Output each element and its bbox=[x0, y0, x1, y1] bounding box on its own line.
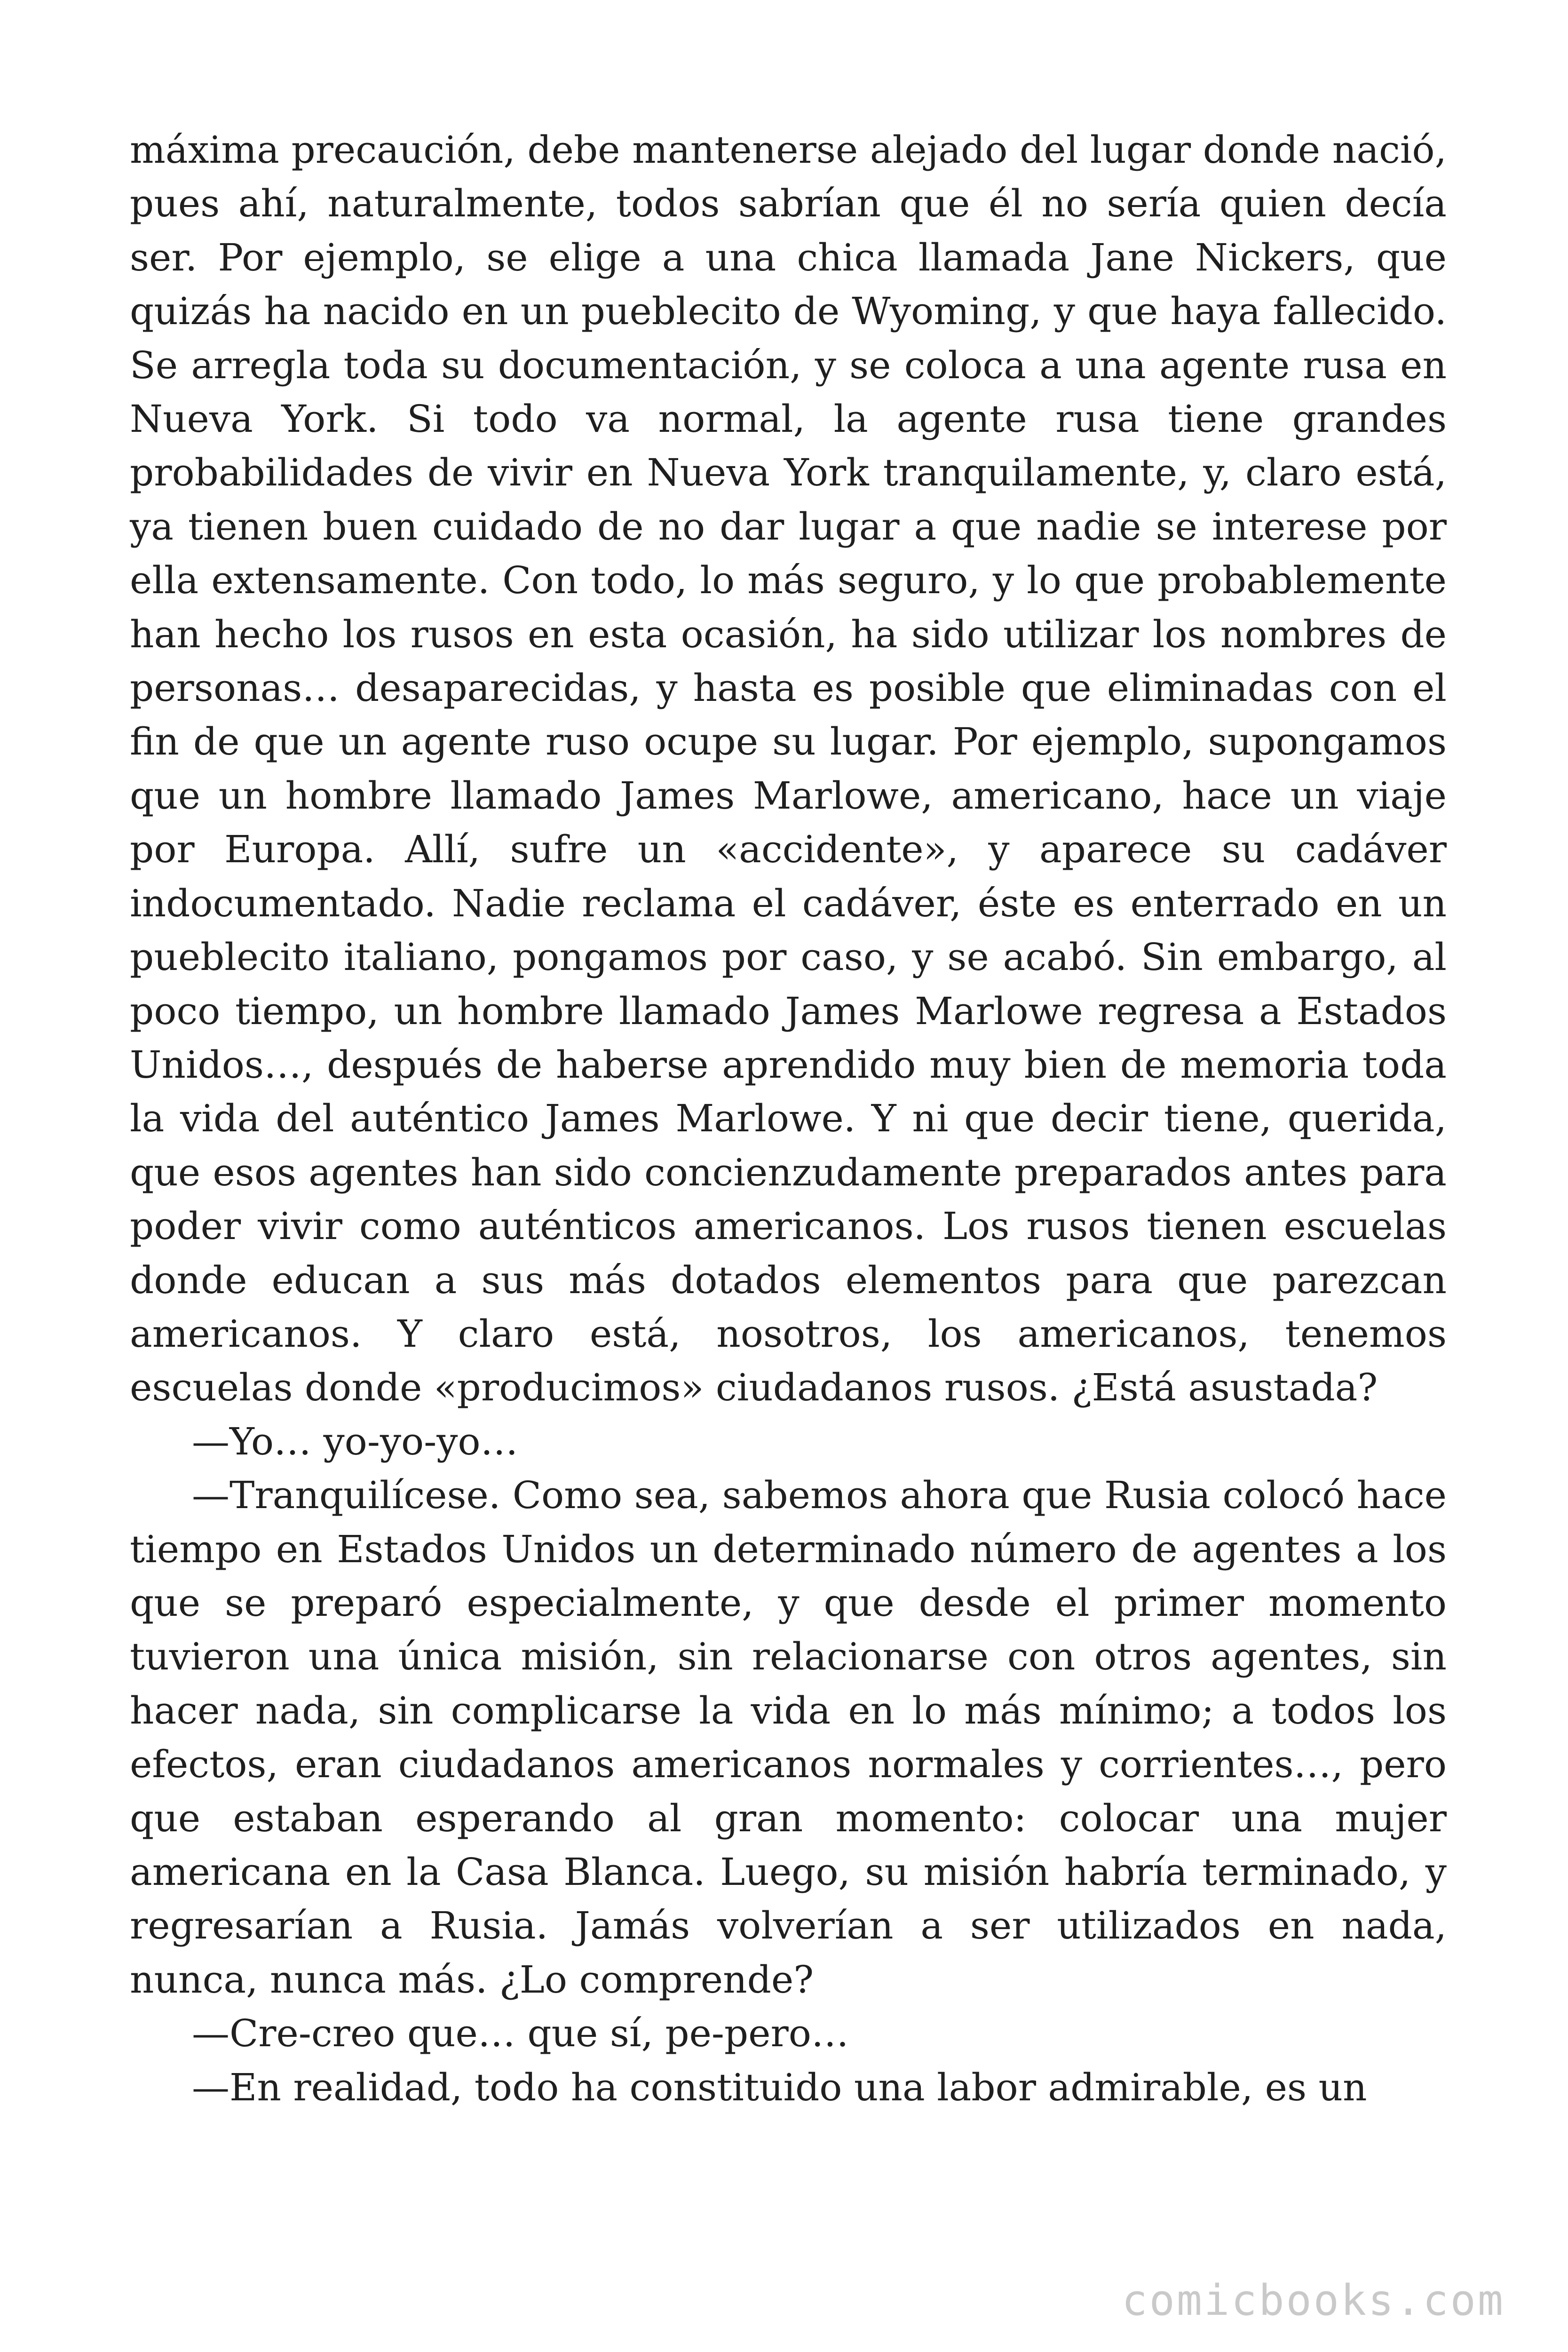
dialogue-paragraph-explanation: —Tranquilícese. Como sea, sabemos ahora que Rusia colocó hace tiempo en Estados Unidos un determinado número de agentes a los que se preparó especialmente, y que desde el primer momento tuvieron una única misión, sin relacionarse con otros agentes, sin hacer nada, sin complicarse la vida en lo más mínimo; a todos los efectos, eran ciudadanos americanos normales y corrientes…, pero que estaban esperando al gran momento: colocar una mujer americana en la Casa Blanca. Luego, su misión habría terminado, y regresarían a Rusia. Jamás volverían a ser utilizados en nada, nunca, nunca más. ¿Lo comprende? bbox=[130, 1473, 1447, 2002]
dialogue-line-reply: —Cre-creo que… que sí, pe-pero… bbox=[192, 2011, 849, 2056]
dialogue-line-continuation: —En realidad, todo ha constituido una labor admirable, es un bbox=[192, 2065, 1367, 2109]
paragraph-narrative: máxima precaución, debe mantenerse alejado del lugar donde nació, pues ahí, naturalmente, todos sabrían que él no sería quien decía ser. Por ejemplo, se elige a una chica llamada Jane Nickers, que quizás ha nacido en un pueblecito de Wyoming, y que haya fallecido. Se arregla toda su documentación, y se coloca a una agente rusa en Nueva York. Si todo va normal, la agente rusa tiene grandes probabilidades de vivir en Nueva York tranquilamente, y, claro está, ya tienen buen cuidado de no dar lugar a que nadie se interese por ella extensamente. Con todo, lo más seguro, y lo que probablemente han hecho los rusos en esta ocasión, ha sido utilizar los nombres de personas… desaparecidas, y hasta es posible que eliminadas con el fin de que un agente ruso ocupe su lugar. Por ejemplo, supongamos que un hombre llamado James Marlowe, americano, hace un viaje por Europa. Allí, sufre un «accidente», y aparece su cadáver indocumentado. Nadie reclama el cadáver, éste es enterrado en un pueblecito italiano, pongamos por caso, y se acabó. Sin embargo, al poco tiempo, un hombre llamado James Marlowe regresa a Estados Unidos…, después de haberse aprendido muy bien de memoria toda la vida del auténtico James Marlowe. Y ni que decir tiene, querida, que esos agentes han sido concienzudamente preparados antes para poder vivir como auténticos americanos. Los rusos tienen escuelas donde educan a sus más dotados elementos para que parezcan americanos. Y claro está, nosotros, los americanos, tenemos escuelas donde «producimos» ciudadanos rusos. ¿Está asustada? bbox=[130, 128, 1447, 1410]
page-text bbox=[130, 123, 1447, 2114]
watermark: comicbooks.com bbox=[1122, 2276, 1505, 2325]
dialogue-line-stammer: —Yo… yo-yo-yo… bbox=[192, 1419, 518, 1463]
